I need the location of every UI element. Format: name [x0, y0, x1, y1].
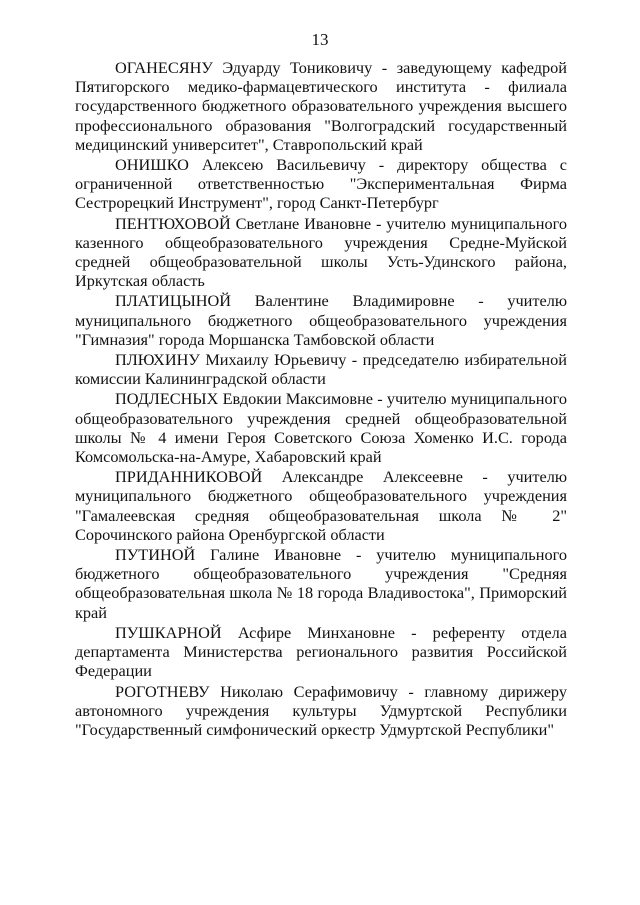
award-entry: ОНИШКО Алексею Васильевичу - директору общества с ограниченной ответственностью "Экспериментальная Фирма Сестрорецкий Инструмент", город Санкт-Петербург — [75, 155, 567, 213]
award-list — [75, 58, 567, 740]
award-entry: ПУТИНОЙ Галине Ивановне - учителю муниципального бюджетного общеобразовательного учреждения "Средняя общеобразовательная школа № 18 города Владивостока", Приморский край — [75, 545, 567, 622]
award-entry: ПРИДАННИКОВОЙ Александре Алексеевне - учителю муниципального бюджетного общеобразовательного учреждения "Гамалеевская средняя общеобразовательная школа № 2" Сорочинского района Оренбургской области — [75, 467, 567, 544]
award-entry: ПЕНТЮХОВОЙ Светлане Ивановне - учителю муниципального казенного общеобразовательного учреждения Средне-Муйской средней общеобразовательной школы Усть-Удинского района, Иркутская область — [75, 213, 567, 291]
award-entry: ПЛАТИЦЫНОЙ Валентине Владимировне - учителю муниципального бюджетного общеобразовательного учреждения "Гимназия" города Моршанска Тамбовской области — [75, 291, 567, 349]
page-number: 13 — [311, 30, 329, 49]
award-entry: РОГОТНЕВУ Николаю Серафимовичу - главному дирижеру автономного учреждения культуры Удмуртской Республики "Государственный симфонический оркестр Удмуртской Республики" — [75, 681, 567, 739]
award-entry: ПУШКАРНОЙ Асфире Минхановне - референту отдела департамента Министерства регионального развития Российской Федерации — [75, 622, 567, 681]
award-entry: ПЛЮХИНУ Михаилу Юрьевичу - председателю избирательной комиссии Калининградской области — [75, 350, 567, 389]
award-entry: ОГАНЕСЯНУ Эдуарду Тониковичу - заведующему кафедрой Пятигорского медико-фармацевтического института - филиала государственного бюджетного образовательного учреждения высшего профессионального образования "Волгоградский государственный медицинский университет", Ставропольский край — [75, 58, 567, 154]
award-entry: ПОДЛЕСНЫХ Евдокии Максимовне - учителю муниципального общеобразовательного учреждения средней общеобразовательной школы № 4 имени Героя Советского Союза Хоменко И.С. города Комсомольска-на-Амуре, Хабаровский край — [75, 389, 567, 467]
